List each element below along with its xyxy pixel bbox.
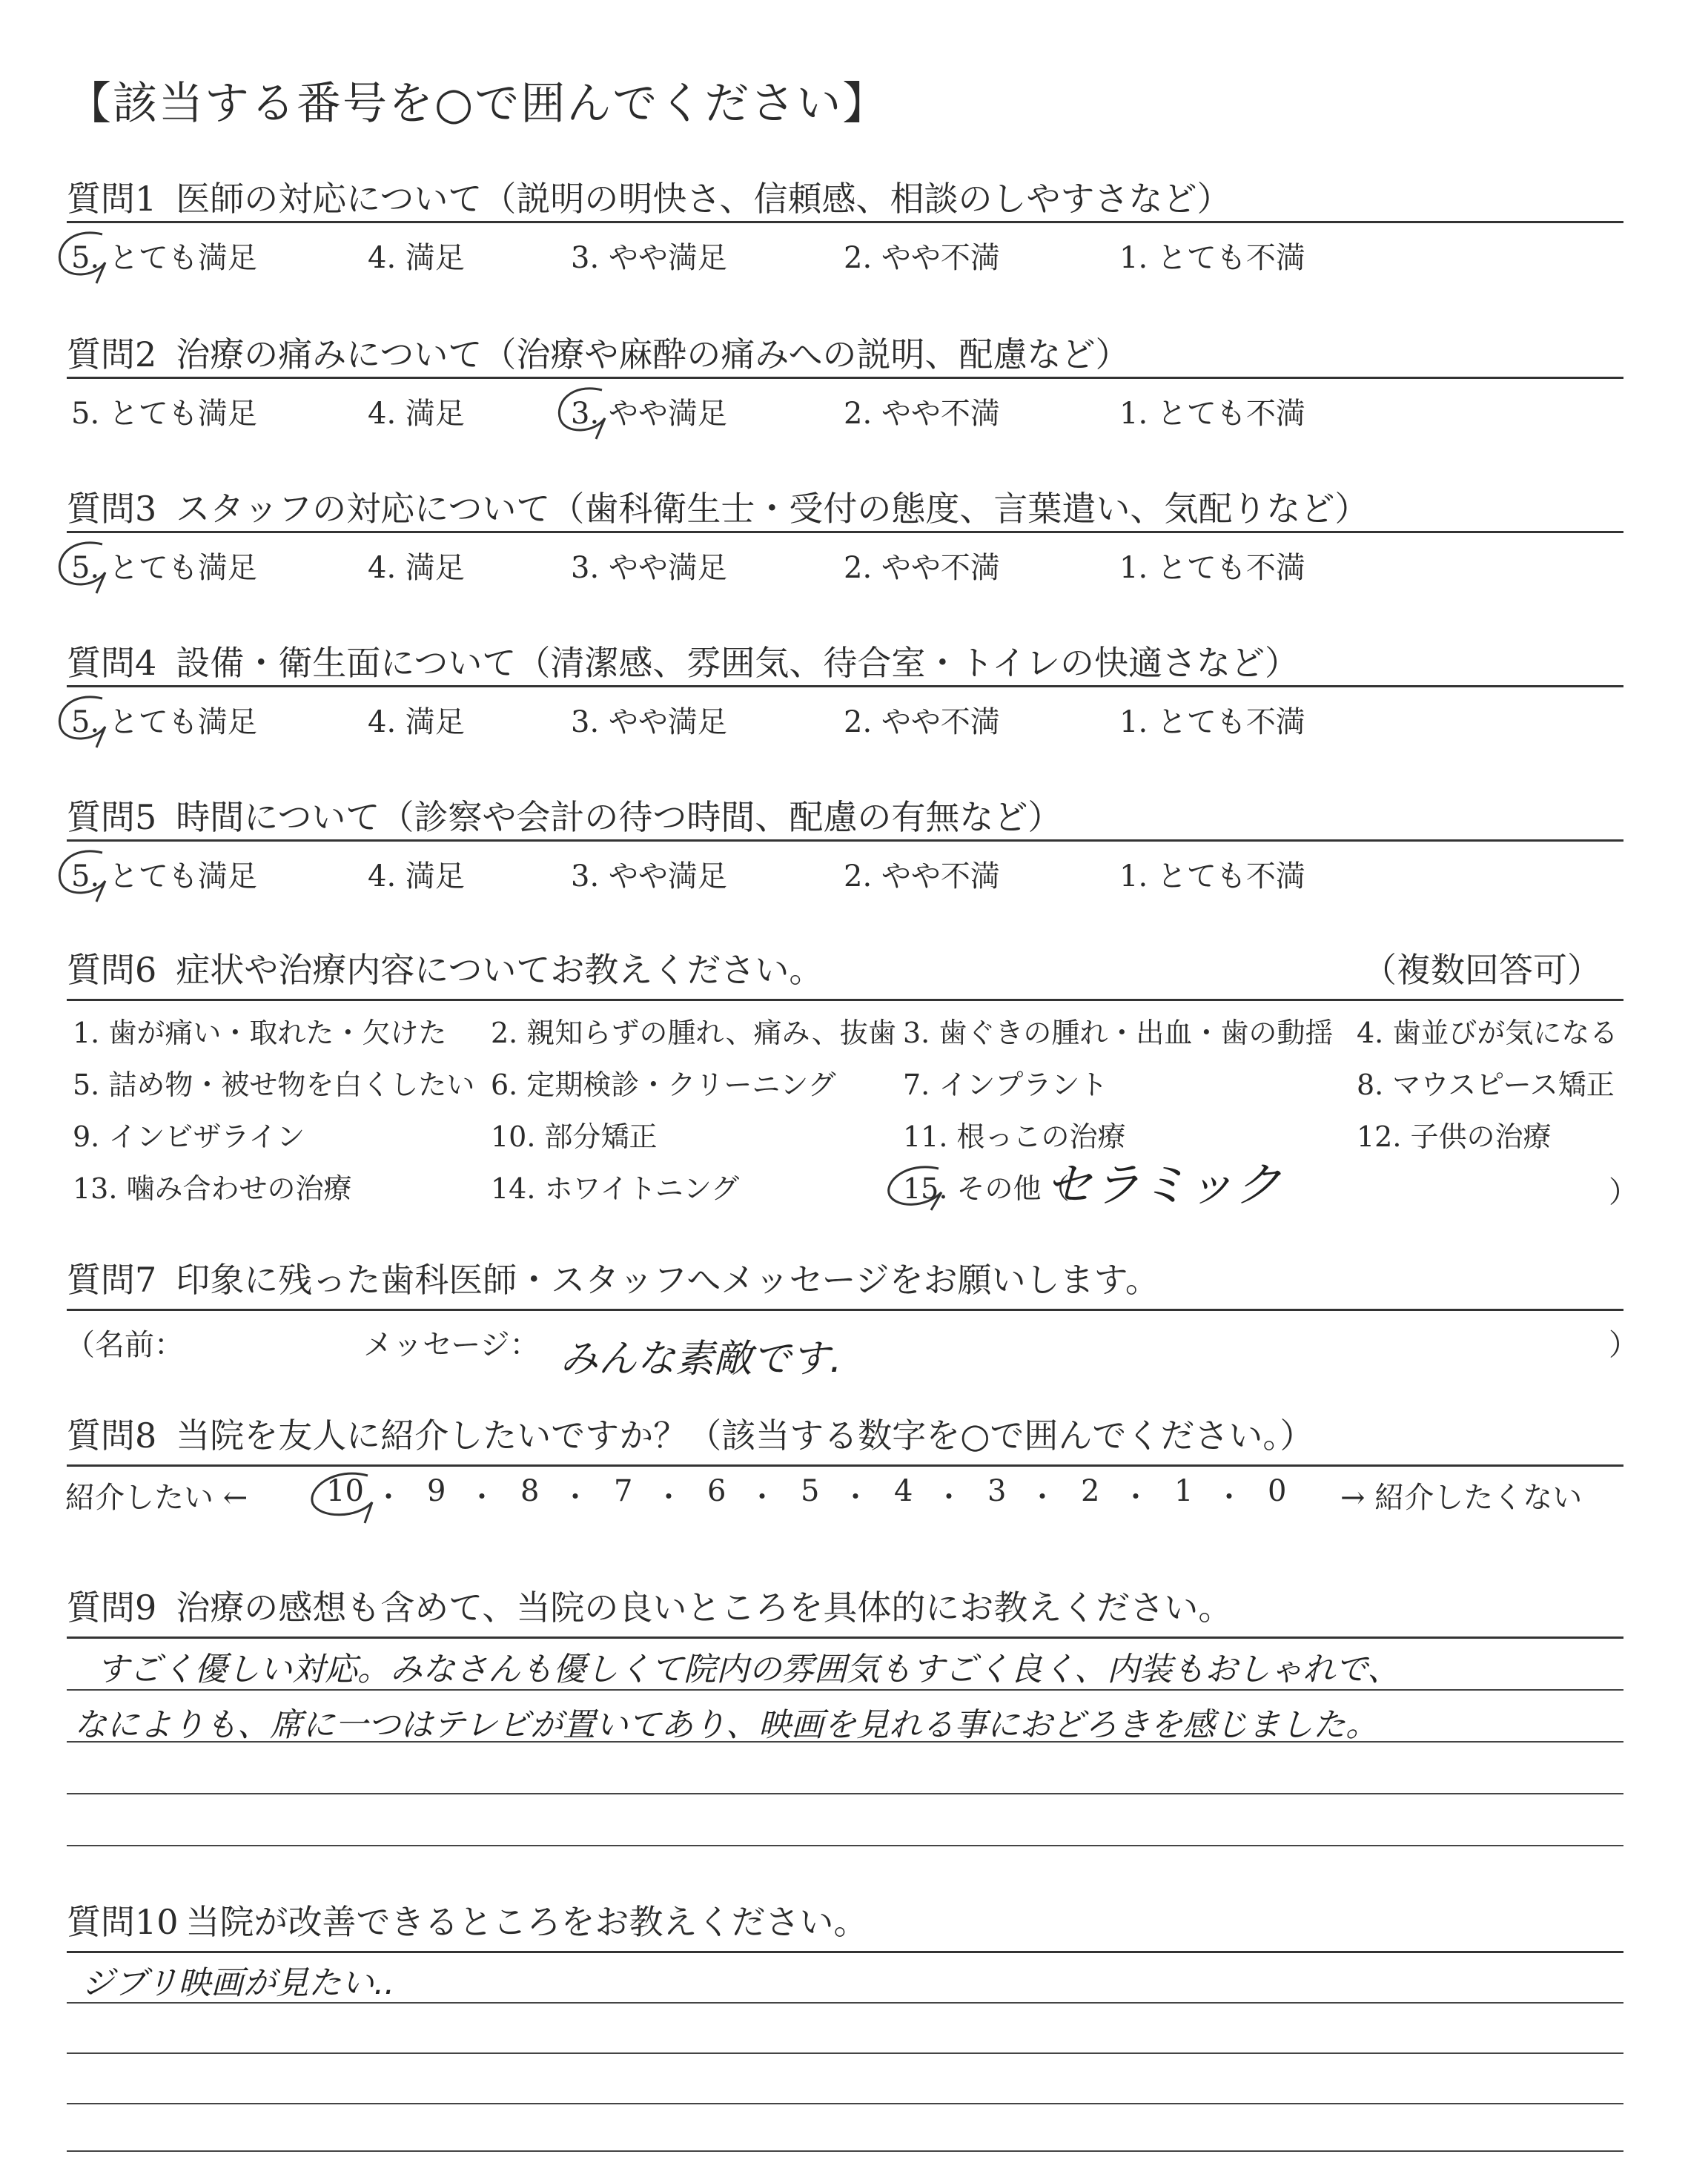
- q3-option[interactable]: 5. とても満足: [71, 551, 257, 585]
- q9-title: [67, 1581, 1232, 1630]
- q5-text: 時間について（診察や会計の待つ時間、配慮の有無など）: [176, 797, 1062, 837]
- q6-other-close: ）: [1609, 1175, 1638, 1209]
- q10-line: [67, 2052, 1623, 2054]
- q8-scale-dot: ・: [1028, 1481, 1057, 1513]
- q8-scale-dot: ・: [655, 1481, 683, 1513]
- q3-option[interactable]: 1. とても不満: [1119, 551, 1305, 585]
- q8-scale-value[interactable]: 7: [614, 1474, 633, 1508]
- q10-line: [67, 2150, 1623, 2152]
- q4-option[interactable]: 2. やや不満: [844, 705, 1000, 739]
- q4-label: 質問4: [67, 643, 157, 683]
- q5-title: [67, 790, 1062, 839]
- q7-message-label: メッセージ：: [363, 1328, 540, 1362]
- q2-rule: [67, 377, 1623, 379]
- q4-option[interactable]: 3. やや満足: [571, 705, 727, 739]
- q5-option[interactable]: 2. やや不満: [844, 859, 1000, 894]
- q8-scale-dot: ・: [748, 1481, 777, 1513]
- q8-text: 当院を友人に紹介したいですか？（該当する数字を○で囲んでください。）: [176, 1416, 1314, 1456]
- q2-text: 治療の痛みについて（治療や麻酔の痛みへの説明、配慮など）: [176, 334, 1130, 374]
- q7-rule: [67, 1309, 1623, 1311]
- q8-scale-dot: ・: [1215, 1481, 1244, 1513]
- q9-label: 質問9: [67, 1588, 157, 1628]
- q9-answer-line: なによりも、席に一つはテレビが置いてあり、映画を見れる事におどろきを感じました。: [74, 1706, 1379, 1744]
- q6-other-answer: セラミック: [1045, 1158, 1282, 1213]
- q8-scale-dot: ・: [561, 1481, 590, 1513]
- q2-option[interactable]: 2. やや不満: [844, 397, 1000, 431]
- q6-option[interactable]: 7. インプラント: [903, 1069, 1108, 1101]
- q4-option[interactable]: 4. 満足: [368, 705, 465, 739]
- q9-line: [67, 1793, 1623, 1794]
- q6-option[interactable]: 15. その他（: [903, 1172, 1070, 1205]
- q9-answer-line: すごく優しい対応。みなさんも優しくて院内の雰囲気もすごく良く、内装もおしゃれで、: [96, 1651, 1400, 1688]
- q9-text: 治療の感想も含めて、当院の良いところを具体的にお教えください。: [176, 1588, 1233, 1628]
- q8-scale-value[interactable]: 0: [1268, 1474, 1287, 1508]
- q5-rule: [67, 839, 1623, 842]
- q8-label: 質問8: [67, 1416, 157, 1456]
- q9-rule: [67, 1636, 1623, 1639]
- q4-option[interactable]: 1. とても不満: [1119, 705, 1305, 739]
- q8-left-label: 紹介したい ←: [65, 1481, 248, 1515]
- q8-scale-dot: ・: [841, 1481, 870, 1513]
- q8-scale-value[interactable]: 4: [894, 1474, 913, 1508]
- q8-scale-value[interactable]: 5: [801, 1474, 820, 1508]
- q6-text: 症状や治療内容についてお教えください。: [176, 950, 824, 990]
- q7-close: ）: [1609, 1328, 1638, 1362]
- q8-scale-dot: ・: [374, 1481, 403, 1513]
- q4-text: 設備・衛生面について（清潔感、雰囲気、待合室・トイレの快適さなど）: [176, 643, 1300, 683]
- q1-option[interactable]: 4. 満足: [368, 241, 465, 275]
- q6-option[interactable]: 4. 歯並びが気になる: [1357, 1017, 1618, 1049]
- q3-option[interactable]: 2. やや不満: [844, 551, 1000, 585]
- q8-rule: [67, 1464, 1623, 1467]
- q4-title: [67, 636, 1299, 685]
- q6-option[interactable]: 10. 部分矯正: [491, 1120, 658, 1153]
- q7-message: みんな素敵です.: [560, 1337, 842, 1381]
- q7-label: 質問7: [67, 1260, 157, 1300]
- q10-text: 当院が改善できるところをお教えください。: [185, 1902, 868, 1942]
- q5-option[interactable]: 5. とても満足: [71, 859, 257, 894]
- q5-option[interactable]: 4. 満足: [368, 859, 465, 894]
- q1-option[interactable]: 3. やや満足: [571, 241, 727, 275]
- q2-option[interactable]: 3. やや満足: [571, 397, 727, 431]
- q8-scale-value[interactable]: 8: [520, 1474, 540, 1508]
- q3-text: スタッフの対応について（歯科衛生士・受付の態度、言葉遣い、気配りなど）: [176, 489, 1369, 529]
- q4-option[interactable]: 5. とても満足: [71, 705, 257, 739]
- q6-rule: [67, 999, 1623, 1001]
- q3-title: [67, 482, 1368, 531]
- q6-option[interactable]: 2. 親知らずの腫れ、痛み、抜歯: [491, 1017, 896, 1049]
- q6-option[interactable]: 14. ホワイトニング: [491, 1172, 740, 1205]
- q10-line: [67, 2103, 1623, 2104]
- q8-scale-value[interactable]: 3: [987, 1474, 1007, 1508]
- q6-option[interactable]: 13. 噛み合わせの治療: [73, 1172, 352, 1205]
- q6-option[interactable]: 11. 根っこの治療: [903, 1120, 1126, 1153]
- q1-option[interactable]: 1. とても不満: [1119, 241, 1305, 275]
- q5-label: 質問5: [67, 797, 157, 837]
- q8-scale-value[interactable]: 6: [707, 1474, 726, 1508]
- q3-option[interactable]: 4. 満足: [368, 551, 465, 585]
- q6-option[interactable]: 8. マウスピース矯正: [1357, 1069, 1615, 1101]
- q5-option[interactable]: 1. とても不満: [1119, 859, 1305, 894]
- q2-label: 質問2: [67, 334, 157, 374]
- q8-scale-value[interactable]: 1: [1174, 1474, 1194, 1508]
- q8-scale-value[interactable]: 10: [326, 1474, 364, 1508]
- q3-label: 質問3: [67, 489, 157, 529]
- q8-scale-value[interactable]: 2: [1081, 1474, 1100, 1508]
- q8-scale-dot: ・: [468, 1481, 497, 1513]
- q9-line: [67, 1845, 1623, 1846]
- q10-rule: [67, 1951, 1623, 1953]
- q7-title: [67, 1253, 1159, 1302]
- q6-title: [67, 943, 823, 992]
- q6-label: 質問6: [67, 950, 157, 990]
- q8-scale-dot: ・: [935, 1481, 964, 1513]
- q6-option[interactable]: 6. 定期検診・クリーニング: [491, 1069, 836, 1101]
- q10-label: 質問10: [67, 1902, 179, 1942]
- form-header: 【該当する番号を○で囲んでください】: [67, 78, 889, 130]
- q10-answer-line: ジブリ映画が見たい..: [82, 1964, 395, 2002]
- q2-option[interactable]: 5. とても満足: [71, 397, 257, 431]
- q6-option[interactable]: 9. インビザライン: [73, 1120, 305, 1153]
- q8-title: [67, 1409, 1314, 1458]
- q8-right-label: → 紹介したくない: [1340, 1481, 1583, 1515]
- q1-label: 質問1: [67, 179, 157, 219]
- q1-rule: [67, 221, 1623, 223]
- q1-option[interactable]: 2. やや不満: [844, 241, 1000, 275]
- q7-name-label: （名前：: [65, 1328, 184, 1362]
- q1-title: [67, 172, 1231, 221]
- q1-option[interactable]: 5. とても満足: [71, 241, 257, 275]
- q5-option[interactable]: 3. やや満足: [571, 859, 727, 894]
- q2-option[interactable]: 1. とても不満: [1119, 397, 1305, 431]
- q8-scale-value[interactable]: 9: [427, 1474, 446, 1508]
- q2-title: [67, 328, 1129, 377]
- q10-title: [67, 1895, 868, 1944]
- q3-option[interactable]: 3. やや満足: [571, 551, 727, 585]
- q6-option[interactable]: 5. 詰め物・被せ物を白くしたい: [73, 1069, 475, 1101]
- q6-option[interactable]: 12. 子供の治療: [1357, 1120, 1552, 1153]
- q6-option[interactable]: 3. 歯ぐきの腫れ・出血・歯の動揺: [903, 1017, 1334, 1049]
- q3-rule: [67, 531, 1623, 533]
- q1-text: 医師の対応について（説明の明快さ、信頼感、相談のしやすさなど）: [176, 179, 1231, 219]
- q6-note: （複数回答可）: [1363, 950, 1601, 990]
- q8-scale-dot: ・: [1122, 1481, 1151, 1513]
- q6-option[interactable]: 1. 歯が痛い・取れた・欠けた: [73, 1017, 447, 1049]
- q7-text: 印象に残った歯科医師・スタッフへメッセージをお願いします。: [176, 1260, 1159, 1300]
- q4-rule: [67, 685, 1623, 687]
- q2-option[interactable]: 4. 満足: [368, 397, 465, 431]
